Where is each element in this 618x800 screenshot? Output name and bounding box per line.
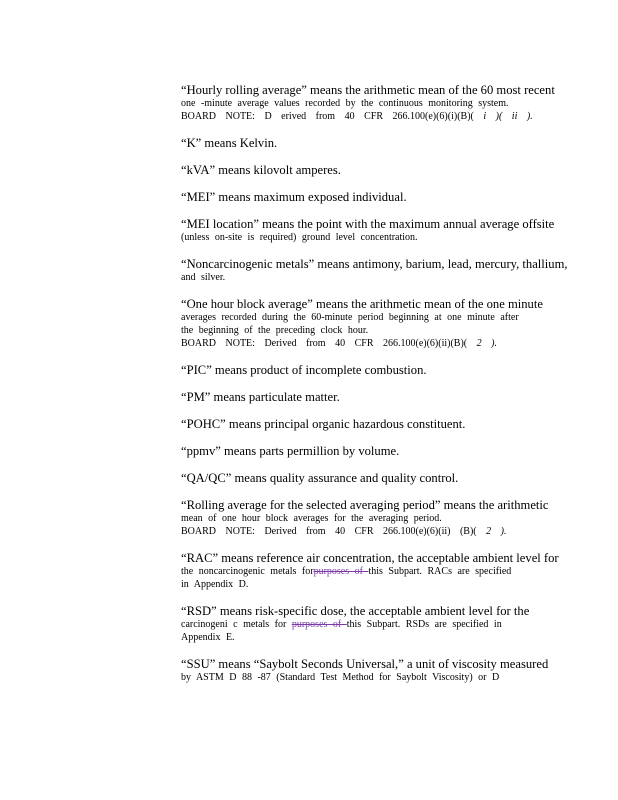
line-text: mean of one hour block averages for the averaging period. [181,513,442,524]
definition-line [181,631,551,644]
definition-kva [181,164,551,177]
definition-mei [181,191,551,204]
definition-hourly-rolling-average [181,83,555,123]
definition-pic [181,364,551,377]
definition-line [181,418,551,431]
definition-line [181,217,555,231]
definition-line [181,231,551,244]
definition-line [181,605,551,618]
line-text: BOARD NOTE: Derived from 40 CFR 266.100(e)(6)(ii) (B)( [181,526,477,537]
definition-line [181,445,551,458]
line-text: “ppmv” means parts permillion by volume. [181,444,400,458]
line-text: “PM” means particulate matter. [181,390,340,404]
line-text: “POHC” means principal organic hazardous constituent. [181,417,466,431]
definition-ppmv [181,445,551,458]
definition-line [181,298,551,311]
definition-k [181,137,551,150]
struck-text: purposes of [313,566,369,577]
struck-text: purposes of [291,619,347,630]
italic-citation: 2 ). [476,526,507,537]
definition-mei-location [181,217,555,244]
line-text: BOARD NOTE: Derived from 40 CFR 266.100(e)(6)(ii)(B)( [181,338,477,349]
line-text: “PIC” means product of incomplete combustion. [181,363,427,377]
line-text: “Rolling average for the selected averaging period” means the arithmetic [181,498,549,512]
definition-line [181,271,551,284]
italic-citation: 2 ). [476,338,497,349]
definition-line [181,83,555,97]
line-text: averages recorded during the 60-minute period beginning at one minute after [181,312,519,323]
definition-line [181,658,551,671]
definition-line [181,324,551,337]
definition-line [181,191,551,204]
line-text: “Noncarcinogenic metals” means antimony, barium, lead, mercury, thallium, [181,257,568,271]
line-text: (unless on-site is required) ground level concentration. [181,232,418,243]
definition-rolling-average-selected [181,499,551,538]
definition-line [181,311,551,324]
definition-noncarcinogenic-metals [181,257,568,284]
definition-line [181,364,551,377]
definition-line [181,525,551,538]
definition-pm [181,391,551,404]
definition-line [181,257,568,271]
line-text: “RAC” means reference air concentration, the acceptable ambient level for [181,551,559,565]
line-text: “SSU” means “Saybolt Seconds Universal,” a unit of viscosity measured [181,657,549,671]
document-body [181,83,568,698]
definition-line [181,671,551,684]
line-text: “kVA” means kilovolt amperes. [181,163,341,177]
line-text-after: this Subpart. RACs are specified [368,566,512,577]
line-text: in Appendix D. [181,579,249,590]
definition-line [181,618,551,631]
line-text: “QA/QC” means quality assurance and quality control. [181,471,459,485]
line-text: carcinogeni c metals for [181,619,292,630]
definition-ssu [181,658,551,684]
line-text: “Hourly rolling average” means the arithmetic mean of the 60 most recent [181,83,555,97]
line-text: and silver. [181,272,226,283]
definition-line [181,499,551,512]
line-text: “MEI” means maximum exposed individual. [181,190,407,204]
italic-citation: i )( ii ). [483,111,533,122]
definition-line [181,391,551,404]
definition-line [181,565,551,578]
definition-line [181,137,551,150]
definition-qaqc [181,472,551,485]
line-text-after: this Subpart. RSDs are specified in [346,619,502,630]
line-text: the noncarcinogenic metals for [181,566,314,577]
definition-line [181,578,551,591]
definition-pohc [181,418,551,431]
definition-line [181,337,551,350]
line-text: BOARD NOTE: D erived from 40 CFR 266.100(e)(6)(i)(B)( [181,111,484,122]
line-text: Appendix E. [181,632,235,643]
definition-line [181,512,551,525]
definition-one-hour-block-average [181,298,551,350]
line-text: the beginning of the preceding clock hour. [181,325,369,336]
line-text: one -minute average values recorded by the continuous monitoring system. [181,98,509,109]
line-text: “K” means Kelvin. [181,136,278,150]
definition-rac [181,551,559,591]
definition-line [181,110,551,123]
definition-line [181,164,551,177]
line-text: “One hour block average” means the arithmetic mean of the one minute [181,297,543,311]
line-text: “RSD” means risk-specific dose, the acceptable ambient level for the [181,604,530,618]
definition-line [181,97,551,110]
definition-line [181,551,559,565]
line-text: “MEI location” means the point with the maximum annual average offsite [181,217,555,231]
definition-rsd [181,605,551,644]
line-text: by ASTM D 88 -87 (Standard Test Method for Saybolt Viscosity) or D [181,672,500,683]
definition-line [181,472,551,485]
